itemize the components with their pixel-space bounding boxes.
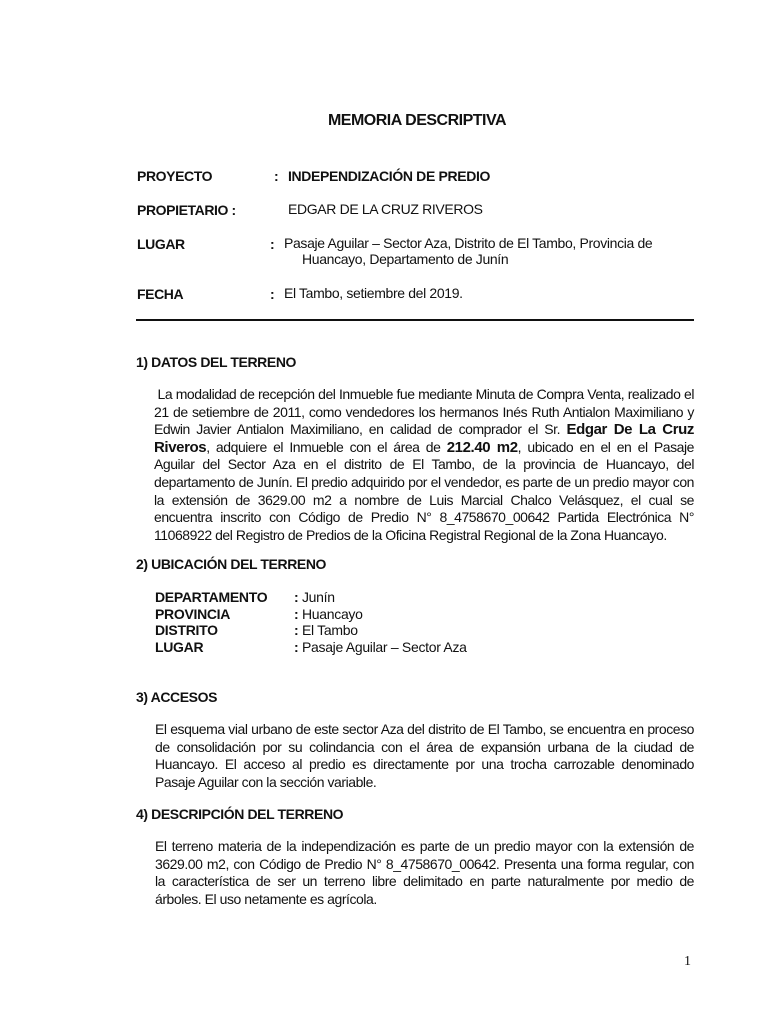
header-divider [136, 319, 694, 321]
location-row [155, 589, 695, 606]
proyecto-colon: : [274, 168, 279, 184]
datos-paragraph [154, 386, 694, 544]
propietario-label: PROPIETARIO : [137, 202, 236, 218]
location-label: LUGAR [155, 638, 204, 655]
lugar-value-line2: Huancayo, Departamento de Junín [302, 251, 509, 267]
datos-text-3: , ubicado en el en el Pasaje Aguilar del Sector Aza en el distrito de El Tambo, de la provincia de Huancayo, del departamento de Junín. El predio adquirido por el vendedor, es parte de un predio mayor con la extensión de 3629.00 m2 a nombre de Luis Marcial Chalco Velásquez, el cual se encuentra inscrito con Código de Predio N° 8_4758670_00642 Partida Electrónica N° 11068922 del Registro de Predios de la Oficina Registral Regional de la Zona Huancayo. [154, 438, 694, 543]
location-colon: : [294, 605, 299, 622]
location-row [155, 606, 695, 623]
location-table [155, 589, 695, 655]
descripcion-paragraph: El terreno materia de la independización es parte de un predio mayor con la extensión de 3629.00 m2, con Código de Predio N° 8_4758670_00642. Presenta una forma regular, con la característica de ser un terreno libre delimitado en parte naturalmente por medio de árboles. El uso netamente es agrícola. [155, 838, 694, 907]
location-value: Huancayo [301, 605, 363, 622]
location-label: PROVINCIA [155, 605, 231, 622]
location-value: El Tambo [301, 622, 358, 638]
section-heading-datos: 1) DATOS DEL TERRENO [136, 354, 297, 370]
area-value: 212.40 m2 [446, 438, 518, 456]
datos-text-2: , adquiere el Inmueble con el área de [206, 438, 441, 455]
lugar-value-line1: Pasaje Aguilar – Sector Aza, Distrito de El Tambo, Provincia de [284, 235, 653, 251]
fecha-colon: : [270, 286, 275, 302]
fecha-label: FECHA [137, 286, 184, 302]
buyer-name: Edgar De La Cruz Riveros [154, 421, 695, 456]
section-heading-ubicacion: 2) UBICACIÓN DEL TERRENO [136, 556, 327, 572]
propietario-value: EDGAR DE LA CRUZ RIVEROS [288, 201, 483, 217]
location-value: Junín [301, 589, 335, 605]
page-number: 1 [684, 954, 691, 969]
section-heading-descripcion: 4) DESCRIPCIÓN DEL TERRENO [136, 806, 344, 822]
location-colon: : [294, 589, 299, 605]
datos-text-1: La modalidad de recepción del Inmueble fue mediante Minuta de Compra Venta, realizado el 21 de setiembre de 2011, como vendedores los hermanos Inés Ruth Antialon Maximiliano y Edwin Javier Antialon Maximiliano, en calidad de comprador el Sr. [154, 386, 694, 438]
location-row [155, 622, 695, 639]
accesos-paragraph: El esquema vial urbano de este sector Aza del distrito de El Tambo, se encuentra en proceso de consolidación por su colindancia con el área de expansión urbana de la ciudad de Huancayo. El acceso al predio es directamente por una trocha carrozable denominado Pasaje Aguilar con la sección variable. [155, 721, 694, 790]
proyecto-value: INDEPENDIZACIÓN DE PREDIO [288, 168, 491, 184]
section-heading-accesos: 3) ACCESOS [136, 689, 218, 705]
location-label: DEPARTAMENTO [155, 589, 268, 605]
location-colon: : [294, 638, 299, 655]
location-value: Pasaje Aguilar – Sector Aza [301, 638, 467, 655]
location-label: DISTRITO [155, 622, 218, 638]
lugar-colon: : [270, 236, 275, 252]
document-title: MEMORIA DESCRIPTIVA [327, 112, 507, 129]
location-colon: : [294, 622, 299, 638]
location-row [155, 639, 695, 656]
fecha-value: El Tambo, setiembre del 2019. [284, 285, 463, 301]
lugar-label: LUGAR [137, 236, 185, 252]
proyecto-label: PROYECTO [137, 168, 213, 184]
